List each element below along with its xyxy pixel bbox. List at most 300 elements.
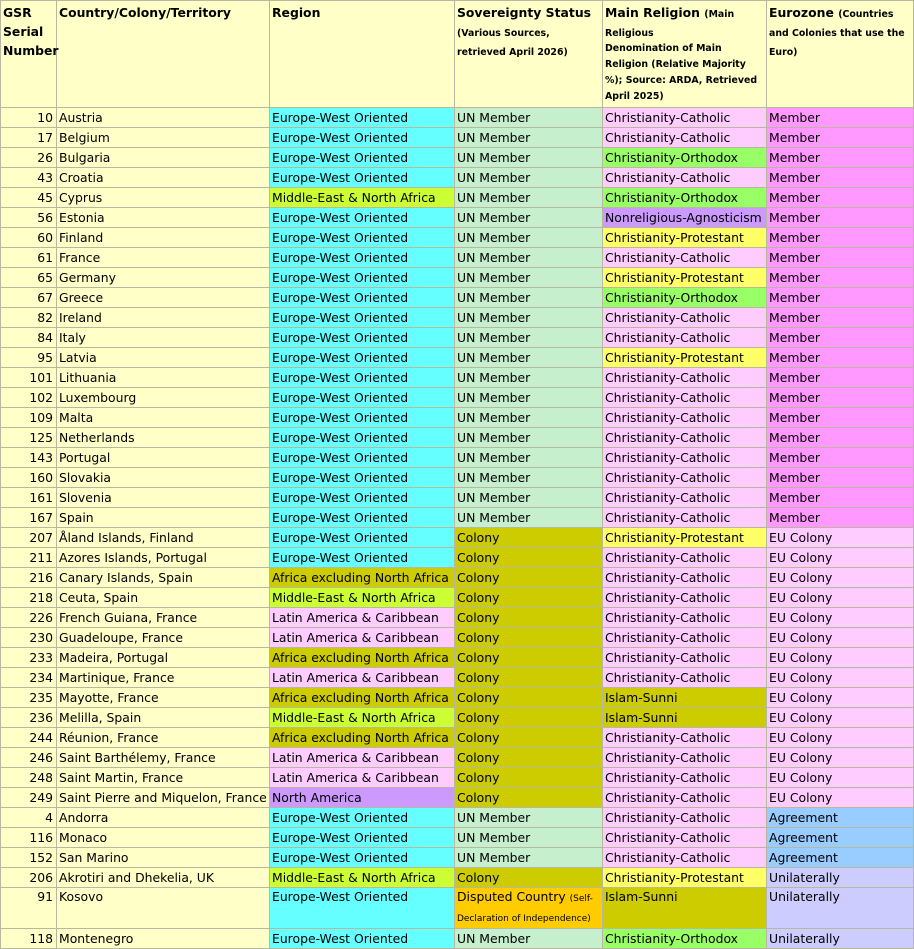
cell-eurozone[interactable] xyxy=(767,468,914,488)
cell-serial[interactable] xyxy=(1,848,57,868)
cell-region[interactable] xyxy=(270,588,455,608)
cell-religion-text: Christianity-Catholic xyxy=(605,110,731,125)
cell-serial-text: 161 xyxy=(29,490,53,505)
cell-country[interactable] xyxy=(57,868,270,888)
cell-region[interactable] xyxy=(270,228,455,248)
cell-region[interactable] xyxy=(270,568,455,588)
header-serial[interactable]: GSR Serial Number xyxy=(1,1,57,108)
cell-serial[interactable] xyxy=(1,628,57,648)
cell-sovereignty[interactable] xyxy=(455,608,603,628)
cell-religion[interactable] xyxy=(603,848,767,868)
cell-country[interactable] xyxy=(57,929,270,949)
cell-region[interactable] xyxy=(270,848,455,868)
cell-region[interactable] xyxy=(270,128,455,148)
cell-country-text: Saint Pierre and Miquelon, France xyxy=(59,790,267,805)
cell-country-text: Andorra xyxy=(59,810,109,825)
cell-region[interactable] xyxy=(270,408,455,428)
cell-religion[interactable] xyxy=(603,648,767,668)
cell-eurozone[interactable] xyxy=(767,588,914,608)
cell-region[interactable] xyxy=(270,108,455,128)
cell-religion-text: Christianity-Catholic xyxy=(605,850,731,865)
cell-sovereignty[interactable] xyxy=(455,548,603,568)
cell-serial[interactable] xyxy=(1,888,57,929)
cell-serial[interactable] xyxy=(1,588,57,608)
cell-region[interactable] xyxy=(270,148,455,168)
cell-region[interactable] xyxy=(270,668,455,688)
cell-country[interactable] xyxy=(57,648,270,668)
cell-serial[interactable] xyxy=(1,148,57,168)
sovereignty-note: (Self-Declaration of Independence) xyxy=(457,894,593,924)
cell-serial[interactable] xyxy=(1,108,57,128)
cell-country[interactable] xyxy=(57,148,270,168)
cell-serial[interactable] xyxy=(1,708,57,728)
cell-country[interactable] xyxy=(57,768,270,788)
cell-region-text: Africa excluding North Africa xyxy=(272,650,449,665)
cell-eurozone[interactable] xyxy=(767,168,914,188)
header-religion[interactable]: Main Religion (Main Religious Denomination of Main Religion (Relative Majority %); Source: ARDA, Retrieved April 2025) xyxy=(603,1,767,108)
cell-country[interactable] xyxy=(57,888,270,929)
cell-eurozone[interactable] xyxy=(767,768,914,788)
table-row xyxy=(1,208,914,228)
cell-country[interactable] xyxy=(57,528,270,548)
cell-region-text: Africa excluding North Africa xyxy=(272,690,449,705)
cell-serial[interactable] xyxy=(1,828,57,848)
cell-region[interactable] xyxy=(270,708,455,728)
cell-country[interactable] xyxy=(57,808,270,828)
cell-eurozone-text: Agreement xyxy=(769,830,838,845)
cell-religion[interactable] xyxy=(603,388,767,408)
cell-religion[interactable] xyxy=(603,828,767,848)
cell-religion[interactable] xyxy=(603,668,767,688)
cell-country[interactable] xyxy=(57,568,270,588)
cell-religion[interactable] xyxy=(603,348,767,368)
cell-sovereignty[interactable] xyxy=(455,748,603,768)
cell-sovereignty[interactable] xyxy=(455,408,603,428)
table-row xyxy=(1,268,914,288)
cell-region-text: Middle-East & North Africa xyxy=(272,710,436,725)
cell-serial[interactable] xyxy=(1,428,57,448)
cell-religion[interactable] xyxy=(603,508,767,528)
cell-eurozone[interactable] xyxy=(767,568,914,588)
cell-eurozone[interactable] xyxy=(767,748,914,768)
cell-sovereignty[interactable] xyxy=(455,448,603,468)
cell-eurozone[interactable] xyxy=(767,508,914,528)
cell-serial[interactable] xyxy=(1,508,57,528)
cell-eurozone[interactable] xyxy=(767,828,914,848)
cell-serial[interactable] xyxy=(1,348,57,368)
cell-country[interactable] xyxy=(57,128,270,148)
cell-country[interactable] xyxy=(57,188,270,208)
cell-eurozone[interactable] xyxy=(767,408,914,428)
cell-sovereignty[interactable] xyxy=(455,128,603,148)
cell-eurozone[interactable] xyxy=(767,208,914,228)
cell-country[interactable] xyxy=(57,428,270,448)
cell-serial[interactable] xyxy=(1,788,57,808)
cell-eurozone[interactable] xyxy=(767,308,914,328)
cell-serial[interactable] xyxy=(1,328,57,348)
cell-country[interactable] xyxy=(57,728,270,748)
cell-eurozone-text: Member xyxy=(769,250,820,265)
cell-religion[interactable] xyxy=(603,548,767,568)
cell-sovereignty[interactable] xyxy=(455,148,603,168)
cell-region-text: Latin America & Caribbean xyxy=(272,750,439,765)
cell-religion[interactable] xyxy=(603,448,767,468)
cell-country[interactable] xyxy=(57,368,270,388)
cell-region[interactable] xyxy=(270,388,455,408)
cell-religion[interactable] xyxy=(603,188,767,208)
cell-region[interactable] xyxy=(270,248,455,268)
cell-sovereignty[interactable] xyxy=(455,868,603,888)
cell-sovereignty[interactable] xyxy=(455,268,603,288)
cell-eurozone[interactable] xyxy=(767,688,914,708)
cell-religion[interactable] xyxy=(603,888,767,929)
cell-religion[interactable] xyxy=(603,248,767,268)
cell-country[interactable] xyxy=(57,248,270,268)
cell-serial[interactable] xyxy=(1,268,57,288)
cell-eurozone[interactable] xyxy=(767,888,914,929)
cell-serial[interactable] xyxy=(1,288,57,308)
cell-sovereignty[interactable] xyxy=(455,508,603,528)
cell-region[interactable] xyxy=(270,628,455,648)
cell-eurozone[interactable] xyxy=(767,648,914,668)
cell-country[interactable] xyxy=(57,668,270,688)
table-row xyxy=(1,748,914,768)
cell-sovereignty[interactable] xyxy=(455,929,603,949)
cell-eurozone[interactable] xyxy=(767,388,914,408)
cell-region[interactable] xyxy=(270,748,455,768)
cell-region[interactable] xyxy=(270,528,455,548)
cell-country[interactable] xyxy=(57,608,270,628)
cell-eurozone[interactable] xyxy=(767,868,914,888)
cell-country-text: Netherlands xyxy=(59,430,135,445)
cell-region-text: Europe-West Oriented xyxy=(272,110,409,125)
cell-religion[interactable] xyxy=(603,408,767,428)
cell-sovereignty[interactable] xyxy=(455,308,603,328)
cell-religion[interactable] xyxy=(603,108,767,128)
cell-serial-text: 101 xyxy=(29,370,53,385)
cell-eurozone-text: EU Colony xyxy=(769,610,833,625)
cell-eurozone[interactable] xyxy=(767,608,914,628)
cell-region[interactable] xyxy=(270,468,455,488)
cell-eurozone[interactable] xyxy=(767,228,914,248)
cell-serial[interactable] xyxy=(1,188,57,208)
cell-region[interactable] xyxy=(270,348,455,368)
cell-religion[interactable] xyxy=(603,588,767,608)
cell-sovereignty[interactable] xyxy=(455,368,603,388)
cell-country[interactable] xyxy=(57,508,270,528)
cell-country[interactable] xyxy=(57,408,270,428)
cell-serial[interactable] xyxy=(1,248,57,268)
cell-region[interactable] xyxy=(270,688,455,708)
cell-region[interactable] xyxy=(270,328,455,348)
cell-region[interactable] xyxy=(270,208,455,228)
cell-religion[interactable] xyxy=(603,488,767,508)
cell-country[interactable] xyxy=(57,268,270,288)
cell-region[interactable] xyxy=(270,648,455,668)
header-region[interactable]: Region xyxy=(270,1,455,108)
cell-religion[interactable] xyxy=(603,748,767,768)
cell-religion-text: Christianity-Catholic xyxy=(605,750,731,765)
cell-serial[interactable] xyxy=(1,868,57,888)
cell-eurozone[interactable] xyxy=(767,708,914,728)
cell-eurozone[interactable] xyxy=(767,668,914,688)
cell-eurozone[interactable] xyxy=(767,848,914,868)
cell-religion[interactable] xyxy=(603,328,767,348)
cell-region[interactable] xyxy=(270,188,455,208)
cell-sovereignty[interactable] xyxy=(455,828,603,848)
cell-serial[interactable] xyxy=(1,548,57,568)
cell-sovereignty[interactable] xyxy=(455,228,603,248)
cell-serial[interactable] xyxy=(1,468,57,488)
cell-sovereignty[interactable] xyxy=(455,768,603,788)
cell-religion[interactable] xyxy=(603,688,767,708)
cell-sovereignty[interactable] xyxy=(455,628,603,648)
cell-religion[interactable] xyxy=(603,308,767,328)
cell-serial-text: 226 xyxy=(29,610,53,625)
cell-serial[interactable] xyxy=(1,608,57,628)
cell-region[interactable] xyxy=(270,768,455,788)
cell-eurozone[interactable] xyxy=(767,448,914,468)
cell-country[interactable] xyxy=(57,848,270,868)
cell-religion[interactable] xyxy=(603,929,767,949)
cell-religion[interactable] xyxy=(603,228,767,248)
cell-serial[interactable] xyxy=(1,668,57,688)
cell-eurozone[interactable] xyxy=(767,929,914,949)
cell-serial[interactable] xyxy=(1,688,57,708)
cell-religion[interactable] xyxy=(603,528,767,548)
cell-eurozone[interactable] xyxy=(767,108,914,128)
cell-eurozone[interactable] xyxy=(767,488,914,508)
cell-region[interactable] xyxy=(270,168,455,188)
cell-country[interactable] xyxy=(57,168,270,188)
cell-sovereignty[interactable] xyxy=(455,688,603,708)
cell-religion[interactable] xyxy=(603,708,767,728)
cell-religion[interactable] xyxy=(603,268,767,288)
cell-serial[interactable] xyxy=(1,648,57,668)
cell-country[interactable] xyxy=(57,288,270,308)
cell-religion[interactable] xyxy=(603,288,767,308)
table-row xyxy=(1,548,914,568)
cell-country[interactable] xyxy=(57,388,270,408)
cell-serial[interactable] xyxy=(1,488,57,508)
cell-sovereignty[interactable] xyxy=(455,208,603,228)
cell-serial[interactable] xyxy=(1,228,57,248)
cell-country[interactable] xyxy=(57,788,270,808)
cell-sovereignty[interactable] xyxy=(455,888,603,929)
cell-country[interactable] xyxy=(57,228,270,248)
cell-eurozone[interactable] xyxy=(767,328,914,348)
cell-eurozone[interactable] xyxy=(767,268,914,288)
cell-eurozone[interactable] xyxy=(767,548,914,568)
table-row xyxy=(1,128,914,148)
cell-religion[interactable] xyxy=(603,628,767,648)
cell-religion[interactable] xyxy=(603,468,767,488)
cell-religion[interactable] xyxy=(603,368,767,388)
cell-region[interactable] xyxy=(270,808,455,828)
cell-serial[interactable] xyxy=(1,929,57,949)
cell-eurozone[interactable] xyxy=(767,808,914,828)
cell-sovereignty[interactable] xyxy=(455,388,603,408)
cell-serial[interactable] xyxy=(1,808,57,828)
cell-sovereignty[interactable] xyxy=(455,528,603,548)
cell-sovereignty[interactable] xyxy=(455,248,603,268)
cell-religion-text: Christianity-Catholic xyxy=(605,130,731,145)
cell-sovereignty[interactable] xyxy=(455,348,603,368)
cell-sovereignty[interactable] xyxy=(455,588,603,608)
cell-sovereignty[interactable] xyxy=(455,168,603,188)
cell-country[interactable] xyxy=(57,308,270,328)
cell-serial-text: 216 xyxy=(29,570,53,585)
cell-sovereignty[interactable] xyxy=(455,328,603,348)
cell-religion[interactable] xyxy=(603,148,767,168)
cell-religion[interactable] xyxy=(603,808,767,828)
cell-eurozone[interactable] xyxy=(767,148,914,168)
cell-country-text: San Marino xyxy=(59,850,129,865)
cell-eurozone[interactable] xyxy=(767,348,914,368)
cell-region[interactable] xyxy=(270,488,455,508)
header-eurozone[interactable]: Eurozone (Countries and Colonies that use the Euro) xyxy=(767,1,914,108)
cell-eurozone-text: Member xyxy=(769,150,820,165)
cell-religion[interactable] xyxy=(603,428,767,448)
cell-country[interactable] xyxy=(57,348,270,368)
cell-sovereignty[interactable] xyxy=(455,648,603,668)
cell-eurozone[interactable] xyxy=(767,728,914,748)
cell-eurozone-text: Member xyxy=(769,430,820,445)
cell-religion[interactable] xyxy=(603,728,767,748)
cell-serial[interactable] xyxy=(1,388,57,408)
table-row xyxy=(1,728,914,748)
cell-sovereignty[interactable] xyxy=(455,668,603,688)
cell-eurozone-text: Member xyxy=(769,410,820,425)
cell-country[interactable] xyxy=(57,828,270,848)
cell-sovereignty[interactable] xyxy=(455,708,603,728)
cell-religion[interactable] xyxy=(603,208,767,228)
cell-sovereignty[interactable] xyxy=(455,808,603,828)
cell-sovereignty-text: UN Member xyxy=(457,130,531,145)
cell-country[interactable] xyxy=(57,588,270,608)
cell-sovereignty[interactable] xyxy=(455,568,603,588)
cell-country[interactable] xyxy=(57,208,270,228)
cell-sovereignty[interactable] xyxy=(455,788,603,808)
cell-region[interactable] xyxy=(270,288,455,308)
cell-eurozone[interactable] xyxy=(767,628,914,648)
cell-serial[interactable] xyxy=(1,168,57,188)
cell-region-text: Europe-West Oriented xyxy=(272,550,409,565)
cell-eurozone[interactable] xyxy=(767,128,914,148)
cell-sovereignty-text: UN Member xyxy=(457,390,531,405)
cell-serial[interactable] xyxy=(1,368,57,388)
cell-serial[interactable] xyxy=(1,408,57,428)
cell-eurozone-text: Unilaterally xyxy=(769,870,840,885)
cell-eurozone[interactable] xyxy=(767,288,914,308)
cell-region[interactable] xyxy=(270,268,455,288)
cell-religion[interactable] xyxy=(603,868,767,888)
cell-region[interactable] xyxy=(270,308,455,328)
cell-country[interactable] xyxy=(57,468,270,488)
cell-country[interactable] xyxy=(57,628,270,648)
cell-serial[interactable] xyxy=(1,208,57,228)
cell-sovereignty-text: Colony xyxy=(457,670,500,685)
cell-sovereignty[interactable] xyxy=(455,108,603,128)
cell-sovereignty[interactable] xyxy=(455,468,603,488)
cell-serial[interactable] xyxy=(1,528,57,548)
cell-country[interactable] xyxy=(57,688,270,708)
cell-religion-text: Christianity-Protestant xyxy=(605,350,744,365)
cell-serial[interactable] xyxy=(1,128,57,148)
cell-eurozone-text: Member xyxy=(769,390,820,405)
table-row xyxy=(1,468,914,488)
cell-region[interactable] xyxy=(270,548,455,568)
cell-region[interactable] xyxy=(270,368,455,388)
cell-country-text: Saint Martin, France xyxy=(59,770,184,785)
cell-sovereignty[interactable] xyxy=(455,188,603,208)
cell-country[interactable] xyxy=(57,708,270,728)
cell-eurozone[interactable] xyxy=(767,248,914,268)
cell-country[interactable] xyxy=(57,748,270,768)
cell-country[interactable] xyxy=(57,488,270,508)
cell-eurozone-text: EU Colony xyxy=(769,770,833,785)
cell-religion[interactable] xyxy=(603,788,767,808)
cell-country-text: Melilla, Spain xyxy=(59,710,142,725)
cell-region[interactable] xyxy=(270,728,455,748)
cell-religion-text: Christianity-Catholic xyxy=(605,630,731,645)
cell-religion[interactable] xyxy=(603,608,767,628)
cell-region[interactable] xyxy=(270,888,455,929)
cell-region[interactable] xyxy=(270,868,455,888)
cell-country[interactable] xyxy=(57,548,270,568)
header-sovereignty[interactable]: Sovereignty Status (Various Sources, retrieved April 2026) xyxy=(455,1,603,108)
cell-country[interactable] xyxy=(57,448,270,468)
cell-serial[interactable] xyxy=(1,748,57,768)
header-eurozone-note: (Countries and Colonies that use the Euro) xyxy=(769,9,905,58)
cell-region[interactable] xyxy=(270,788,455,808)
cell-region[interactable] xyxy=(270,428,455,448)
table-row xyxy=(1,668,914,688)
cell-eurozone[interactable] xyxy=(767,528,914,548)
cell-serial[interactable] xyxy=(1,768,57,788)
cell-sovereignty[interactable] xyxy=(455,848,603,868)
cell-religion[interactable] xyxy=(603,128,767,148)
cell-region[interactable] xyxy=(270,929,455,949)
cell-serial[interactable] xyxy=(1,448,57,468)
cell-sovereignty[interactable] xyxy=(455,488,603,508)
cell-eurozone[interactable] xyxy=(767,788,914,808)
cell-country[interactable] xyxy=(57,108,270,128)
cell-eurozone[interactable] xyxy=(767,428,914,448)
cell-region[interactable] xyxy=(270,508,455,528)
cell-serial[interactable] xyxy=(1,568,57,588)
cell-country[interactable] xyxy=(57,328,270,348)
cell-eurozone[interactable] xyxy=(767,368,914,388)
cell-religion-text: Christianity-Orthodox xyxy=(605,290,739,305)
cell-sovereignty[interactable] xyxy=(455,288,603,308)
cell-serial[interactable] xyxy=(1,308,57,328)
cell-religion[interactable] xyxy=(603,768,767,788)
header-country[interactable]: Country/Colony/Territory xyxy=(57,1,270,108)
cell-religion-text: Christianity-Protestant xyxy=(605,870,744,885)
cell-serial[interactable] xyxy=(1,728,57,748)
cell-region[interactable] xyxy=(270,828,455,848)
cell-religion[interactable] xyxy=(603,168,767,188)
cell-eurozone-text: Member xyxy=(769,170,820,185)
cell-sovereignty[interactable] xyxy=(455,428,603,448)
cell-sovereignty[interactable] xyxy=(455,728,603,748)
cell-religion[interactable] xyxy=(603,568,767,588)
cell-serial-text: 244 xyxy=(29,730,53,745)
cell-region[interactable] xyxy=(270,448,455,468)
cell-eurozone[interactable] xyxy=(767,188,914,208)
cell-region[interactable] xyxy=(270,608,455,628)
